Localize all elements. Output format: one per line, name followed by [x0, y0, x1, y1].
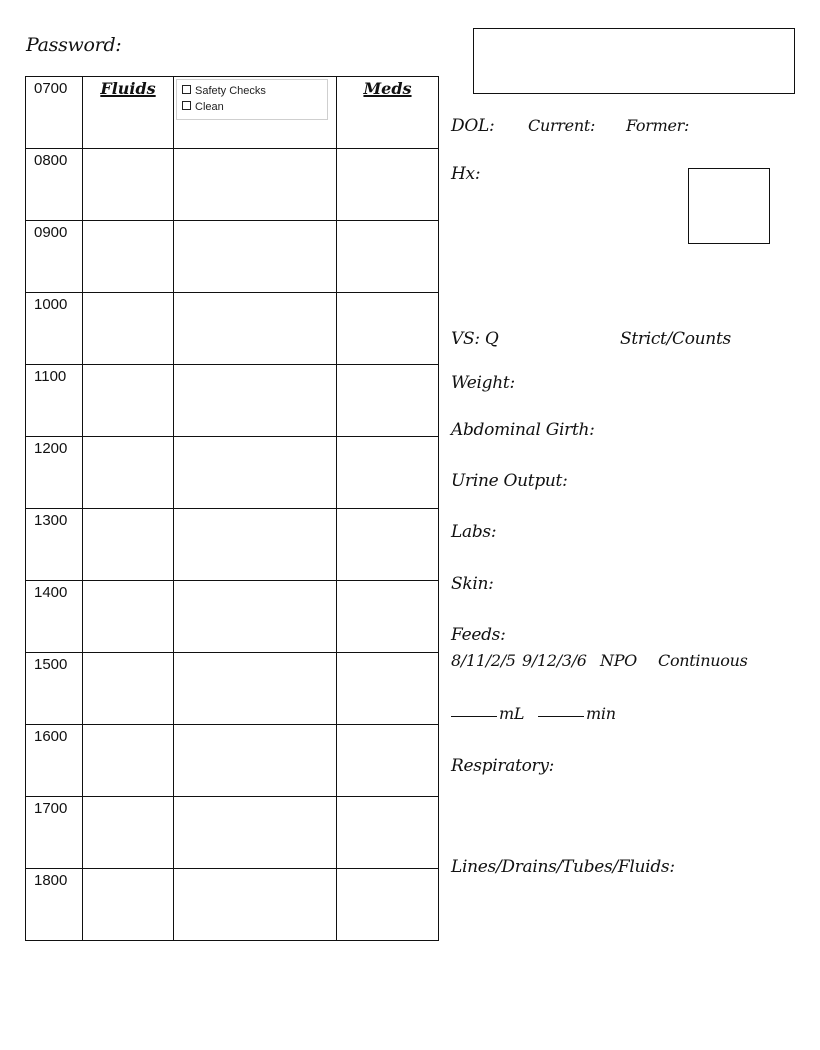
time-label: 1600: [34, 728, 68, 745]
min-unit: min: [586, 704, 616, 723]
meds-cell[interactable]: [337, 293, 439, 365]
duration-blank[interactable]: [538, 716, 584, 717]
notes-cell[interactable]: [174, 77, 337, 149]
notes-cell[interactable]: [174, 725, 337, 797]
dol-label: DOL:: [451, 116, 495, 136]
fluids-cell[interactable]: [83, 149, 174, 221]
checkbox-icon[interactable]: [182, 85, 191, 94]
checklist-label: Clean: [195, 101, 224, 113]
notes-cell[interactable]: [174, 437, 337, 509]
time-label: 1200: [34, 440, 68, 457]
time-label: 1000: [34, 296, 68, 313]
feed-schedule-1: 8/11/2/5: [451, 651, 516, 670]
meds-cell[interactable]: [337, 221, 439, 293]
time-label: 1400: [34, 584, 68, 601]
meds-cell[interactable]: [337, 149, 439, 221]
notes-cell[interactable]: [174, 797, 337, 869]
table-row: [26, 149, 439, 221]
time-cell: [26, 725, 83, 797]
fluids-cell[interactable]: [83, 77, 174, 149]
time-label: 1800: [34, 872, 68, 889]
lines-drains-label: Lines/Drains/Tubes/Fluids:: [451, 857, 675, 877]
skin-label: Skin:: [451, 574, 494, 594]
table-row: [26, 437, 439, 509]
time-label: 1100: [34, 368, 67, 385]
patient-name-box[interactable]: [473, 28, 795, 94]
continuous-label: Continuous: [658, 651, 748, 670]
meds-cell[interactable]: [337, 77, 439, 149]
current-label: Current:: [528, 116, 596, 135]
fluids-cell[interactable]: [83, 581, 174, 653]
checklist-item-safety[interactable]: [182, 83, 322, 99]
meds-cell[interactable]: [337, 653, 439, 725]
time-label: 1300: [34, 512, 68, 529]
volume-field[interactable]: [451, 704, 524, 723]
time-label: 0800: [34, 152, 68, 169]
table-row: [26, 365, 439, 437]
respiratory-label: Respiratory:: [451, 756, 555, 776]
notes-cell[interactable]: [174, 221, 337, 293]
duration-field[interactable]: [538, 704, 616, 723]
time-cell: [26, 221, 83, 293]
notes-cell[interactable]: [174, 653, 337, 725]
time-label: 1700: [34, 800, 68, 817]
time-cell: [26, 797, 83, 869]
time-cell: [26, 365, 83, 437]
meds-cell[interactable]: [337, 437, 439, 509]
fluids-cell[interactable]: [83, 293, 174, 365]
table-row: [26, 869, 439, 941]
notes-cell[interactable]: [174, 365, 337, 437]
strict-counts-label: Strict/Counts: [620, 329, 731, 349]
checklist-item-clean[interactable]: [182, 99, 322, 115]
feed-schedule-2: 9/12/3/6: [522, 651, 587, 670]
labs-label: Labs:: [451, 522, 497, 542]
fluids-cell[interactable]: [83, 797, 174, 869]
former-label: Former:: [626, 116, 690, 135]
checkbox-icon[interactable]: [182, 101, 191, 110]
time-label: 0700: [34, 80, 68, 97]
time-cell: [26, 869, 83, 941]
fluids-cell[interactable]: [83, 509, 174, 581]
meds-cell[interactable]: [337, 869, 439, 941]
fluids-cell[interactable]: [83, 437, 174, 509]
table-row: [26, 581, 439, 653]
time-label: 0900: [34, 224, 68, 241]
password-label: Password:: [26, 34, 122, 56]
meds-cell[interactable]: [337, 581, 439, 653]
fluids-cell[interactable]: [83, 221, 174, 293]
photo-box[interactable]: [688, 168, 770, 244]
hx-label: Hx:: [451, 164, 481, 184]
fluids-cell[interactable]: [83, 653, 174, 725]
notes-cell[interactable]: [174, 509, 337, 581]
weight-label: Weight:: [451, 373, 515, 393]
time-label: 1500: [34, 656, 68, 673]
table-row: [26, 725, 439, 797]
table-row: [26, 77, 439, 149]
table-row: [26, 221, 439, 293]
volume-blank[interactable]: [451, 716, 497, 717]
fluids-cell[interactable]: [83, 725, 174, 797]
abdominal-girth-label: Abdominal Girth:: [451, 420, 595, 440]
time-cell: [26, 149, 83, 221]
table-row: [26, 509, 439, 581]
table-row: [26, 653, 439, 725]
time-cell: [26, 509, 83, 581]
hourly-schedule-table: [25, 76, 439, 941]
time-cell: [26, 581, 83, 653]
table-row: [26, 293, 439, 365]
ml-unit: mL: [499, 704, 525, 723]
meds-cell[interactable]: [337, 365, 439, 437]
vs-label: VS: Q: [451, 329, 499, 349]
checklist-label: Safety Checks: [195, 85, 266, 97]
notes-cell[interactable]: [174, 869, 337, 941]
time-cell: [26, 293, 83, 365]
meds-cell[interactable]: [337, 797, 439, 869]
feeds-label: Feeds:: [451, 625, 506, 645]
notes-cell[interactable]: [174, 149, 337, 221]
meds-header: Meds: [363, 79, 412, 98]
notes-cell[interactable]: [174, 581, 337, 653]
table-row: [26, 797, 439, 869]
fluids-header: Fluids: [100, 79, 156, 98]
notes-cell[interactable]: [174, 293, 337, 365]
npo-label: NPO: [600, 651, 637, 670]
fluids-cell[interactable]: [83, 869, 174, 941]
time-cell: [26, 653, 83, 725]
meds-cell[interactable]: [337, 725, 439, 797]
meds-cell[interactable]: [337, 509, 439, 581]
urine-output-label: Urine Output:: [451, 471, 568, 491]
fluids-cell[interactable]: [83, 365, 174, 437]
checklist: [176, 79, 328, 120]
time-cell: [26, 437, 83, 509]
time-cell: [26, 77, 83, 149]
